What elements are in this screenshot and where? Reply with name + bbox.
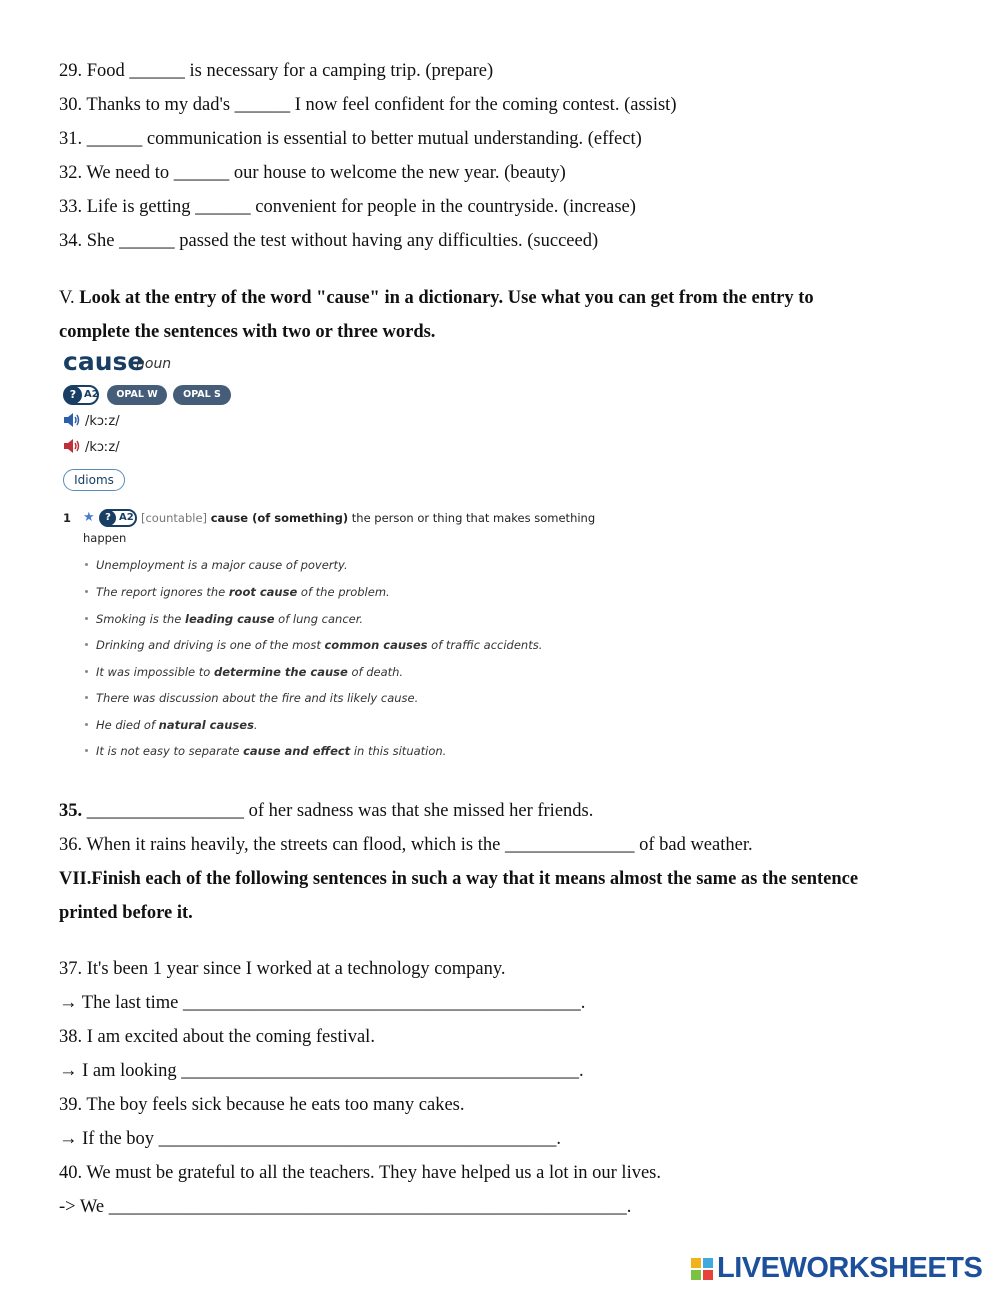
example-text: of lung cancer. xyxy=(274,612,364,626)
star-icon: ★ xyxy=(83,510,95,525)
key-icon: ? xyxy=(64,386,82,404)
question-30: 30. Thanks to my dad's ______ I now feel confident for the coming contest. (assist) xyxy=(59,95,677,115)
example-text: It was impossible to xyxy=(96,665,214,679)
pronunciation-us-text: /kɔːz/ xyxy=(85,440,120,455)
sense-level: A2 xyxy=(119,512,134,523)
question-35 xyxy=(59,800,593,822)
sense-number: 1 xyxy=(63,511,72,525)
opal-spoken-badge: OPAL S xyxy=(173,385,231,405)
example-sentence xyxy=(85,665,403,679)
sense-level-badge xyxy=(99,509,137,527)
example-text: in this situation. xyxy=(350,744,447,758)
bullet xyxy=(85,696,88,699)
question-32: 32. We need to ______ our house to welcome the new year. (beauty) xyxy=(59,163,566,183)
pronunciation-us xyxy=(63,439,120,455)
section-7-instruction-line2: printed before it. xyxy=(59,903,193,923)
collocation-form: cause (of something) xyxy=(210,511,349,525)
example-text: of the problem. xyxy=(297,585,390,599)
example-sentence xyxy=(85,558,348,572)
example-sentence xyxy=(85,718,258,732)
question-29: 29. Food ______ is necessary for a camping trip. (prepare) xyxy=(59,61,494,81)
answer-line-39: → If the boy ___________________________________________. xyxy=(59,1129,562,1149)
question-31: 31. ______ communication is essential to better mutual understanding. (effect) xyxy=(59,129,642,149)
dictionary-entry xyxy=(59,345,619,770)
question-34: 34. She ______ passed the test without having any difficulties. (succeed) xyxy=(59,231,599,251)
example-text: It is not easy to separate xyxy=(96,744,244,758)
idioms-button[interactable]: Idioms xyxy=(63,469,125,491)
example-text: of death. xyxy=(347,665,404,679)
example-text: Smoking is the xyxy=(96,612,186,626)
example-text: Unemployment is a major cause of poverty. xyxy=(96,558,348,572)
example-bold: determine the cause xyxy=(214,665,348,679)
section-5-instruction-line2: complete the sentences with two or three words. xyxy=(59,322,436,342)
section-7-instruction-line1: VII.Finish each of the following sentences in such a way that it means almost the same as the sentence xyxy=(59,869,859,889)
pronunciation-uk-text: /kɔːz/ xyxy=(85,414,120,429)
answer-line-38: → I am looking ___________________________________________. xyxy=(59,1061,584,1081)
liveworksheets-logo-text: LIVEWORKSHEETS xyxy=(717,1252,983,1284)
bullet xyxy=(85,590,88,593)
example-sentence xyxy=(85,691,418,705)
example-sentence xyxy=(85,638,542,652)
opal-written-badge: OPAL W xyxy=(107,385,167,405)
section-5-heading xyxy=(59,287,814,309)
bullet xyxy=(85,563,88,566)
question-36: 36. When it rains heavily, the streets can flood, which is the ______________ of bad weather. xyxy=(59,835,753,855)
example-text: Drinking and driving is one of the most xyxy=(96,638,325,652)
level-badge: A2 xyxy=(84,389,99,400)
example-sentence xyxy=(85,585,390,599)
example-text: He died of xyxy=(96,718,159,732)
section-5-numeral: V. xyxy=(59,288,80,308)
dictionary-headword: cause xyxy=(63,347,145,376)
section-5-instruction-line1: Look at the entry of the word "cause" in a dictionary. Use what you can get from the entry to xyxy=(79,288,814,308)
example-bold: natural causes xyxy=(158,718,254,732)
example-text: There was discussion about the fire and its likely cause. xyxy=(96,691,419,705)
question-35-text: _________________ of her sadness was that she missed her friends. xyxy=(82,801,594,821)
definition-text: the person or thing that makes something xyxy=(351,511,596,525)
example-bold: root cause xyxy=(228,585,298,599)
bullet xyxy=(85,643,88,646)
question-40: 40. We must be grateful to all the teachers. They have helped us a lot in our lives. xyxy=(59,1163,661,1183)
speaker-us-icon[interactable] xyxy=(63,439,81,453)
example-bold: common causes xyxy=(324,638,428,652)
bullet xyxy=(85,723,88,726)
bullet xyxy=(85,617,88,620)
answer-line-37: → The last time ___________________________________________. xyxy=(59,993,586,1013)
bullet xyxy=(85,670,88,673)
definition-continuation: happen xyxy=(83,531,127,545)
question-38: 38. I am excited about the coming festival. xyxy=(59,1027,375,1047)
example-text: . xyxy=(253,718,258,732)
grammar-label: [countable] xyxy=(141,511,208,525)
speaker-uk-icon[interactable] xyxy=(63,413,81,427)
example-bold: cause and effect xyxy=(243,744,351,758)
oxford-3000-badge xyxy=(63,385,99,405)
sense-definition xyxy=(141,511,595,525)
part-of-speech: noun xyxy=(136,356,172,372)
question-39: 39. The boy feels sick because he eats too many cakes. xyxy=(59,1095,465,1115)
key-icon: ? xyxy=(100,510,116,526)
example-sentence xyxy=(85,744,446,758)
question-35-number: 35. xyxy=(59,801,83,821)
question-37: 37. It's been 1 year since I worked at a technology company. xyxy=(59,959,506,979)
pronunciation-uk xyxy=(63,413,120,429)
answer-line-40: -> We ________________________________________________________. xyxy=(59,1197,632,1217)
question-33: 33. Life is getting ______ convenient for people in the countryside. (increase) xyxy=(59,197,636,217)
example-text: of traffic accidents. xyxy=(427,638,543,652)
liveworksheets-logo-icon xyxy=(691,1258,713,1280)
example-bold: leading cause xyxy=(185,612,275,626)
example-sentence xyxy=(85,612,363,626)
example-text: The report ignores the xyxy=(96,585,229,599)
bullet xyxy=(85,749,88,752)
